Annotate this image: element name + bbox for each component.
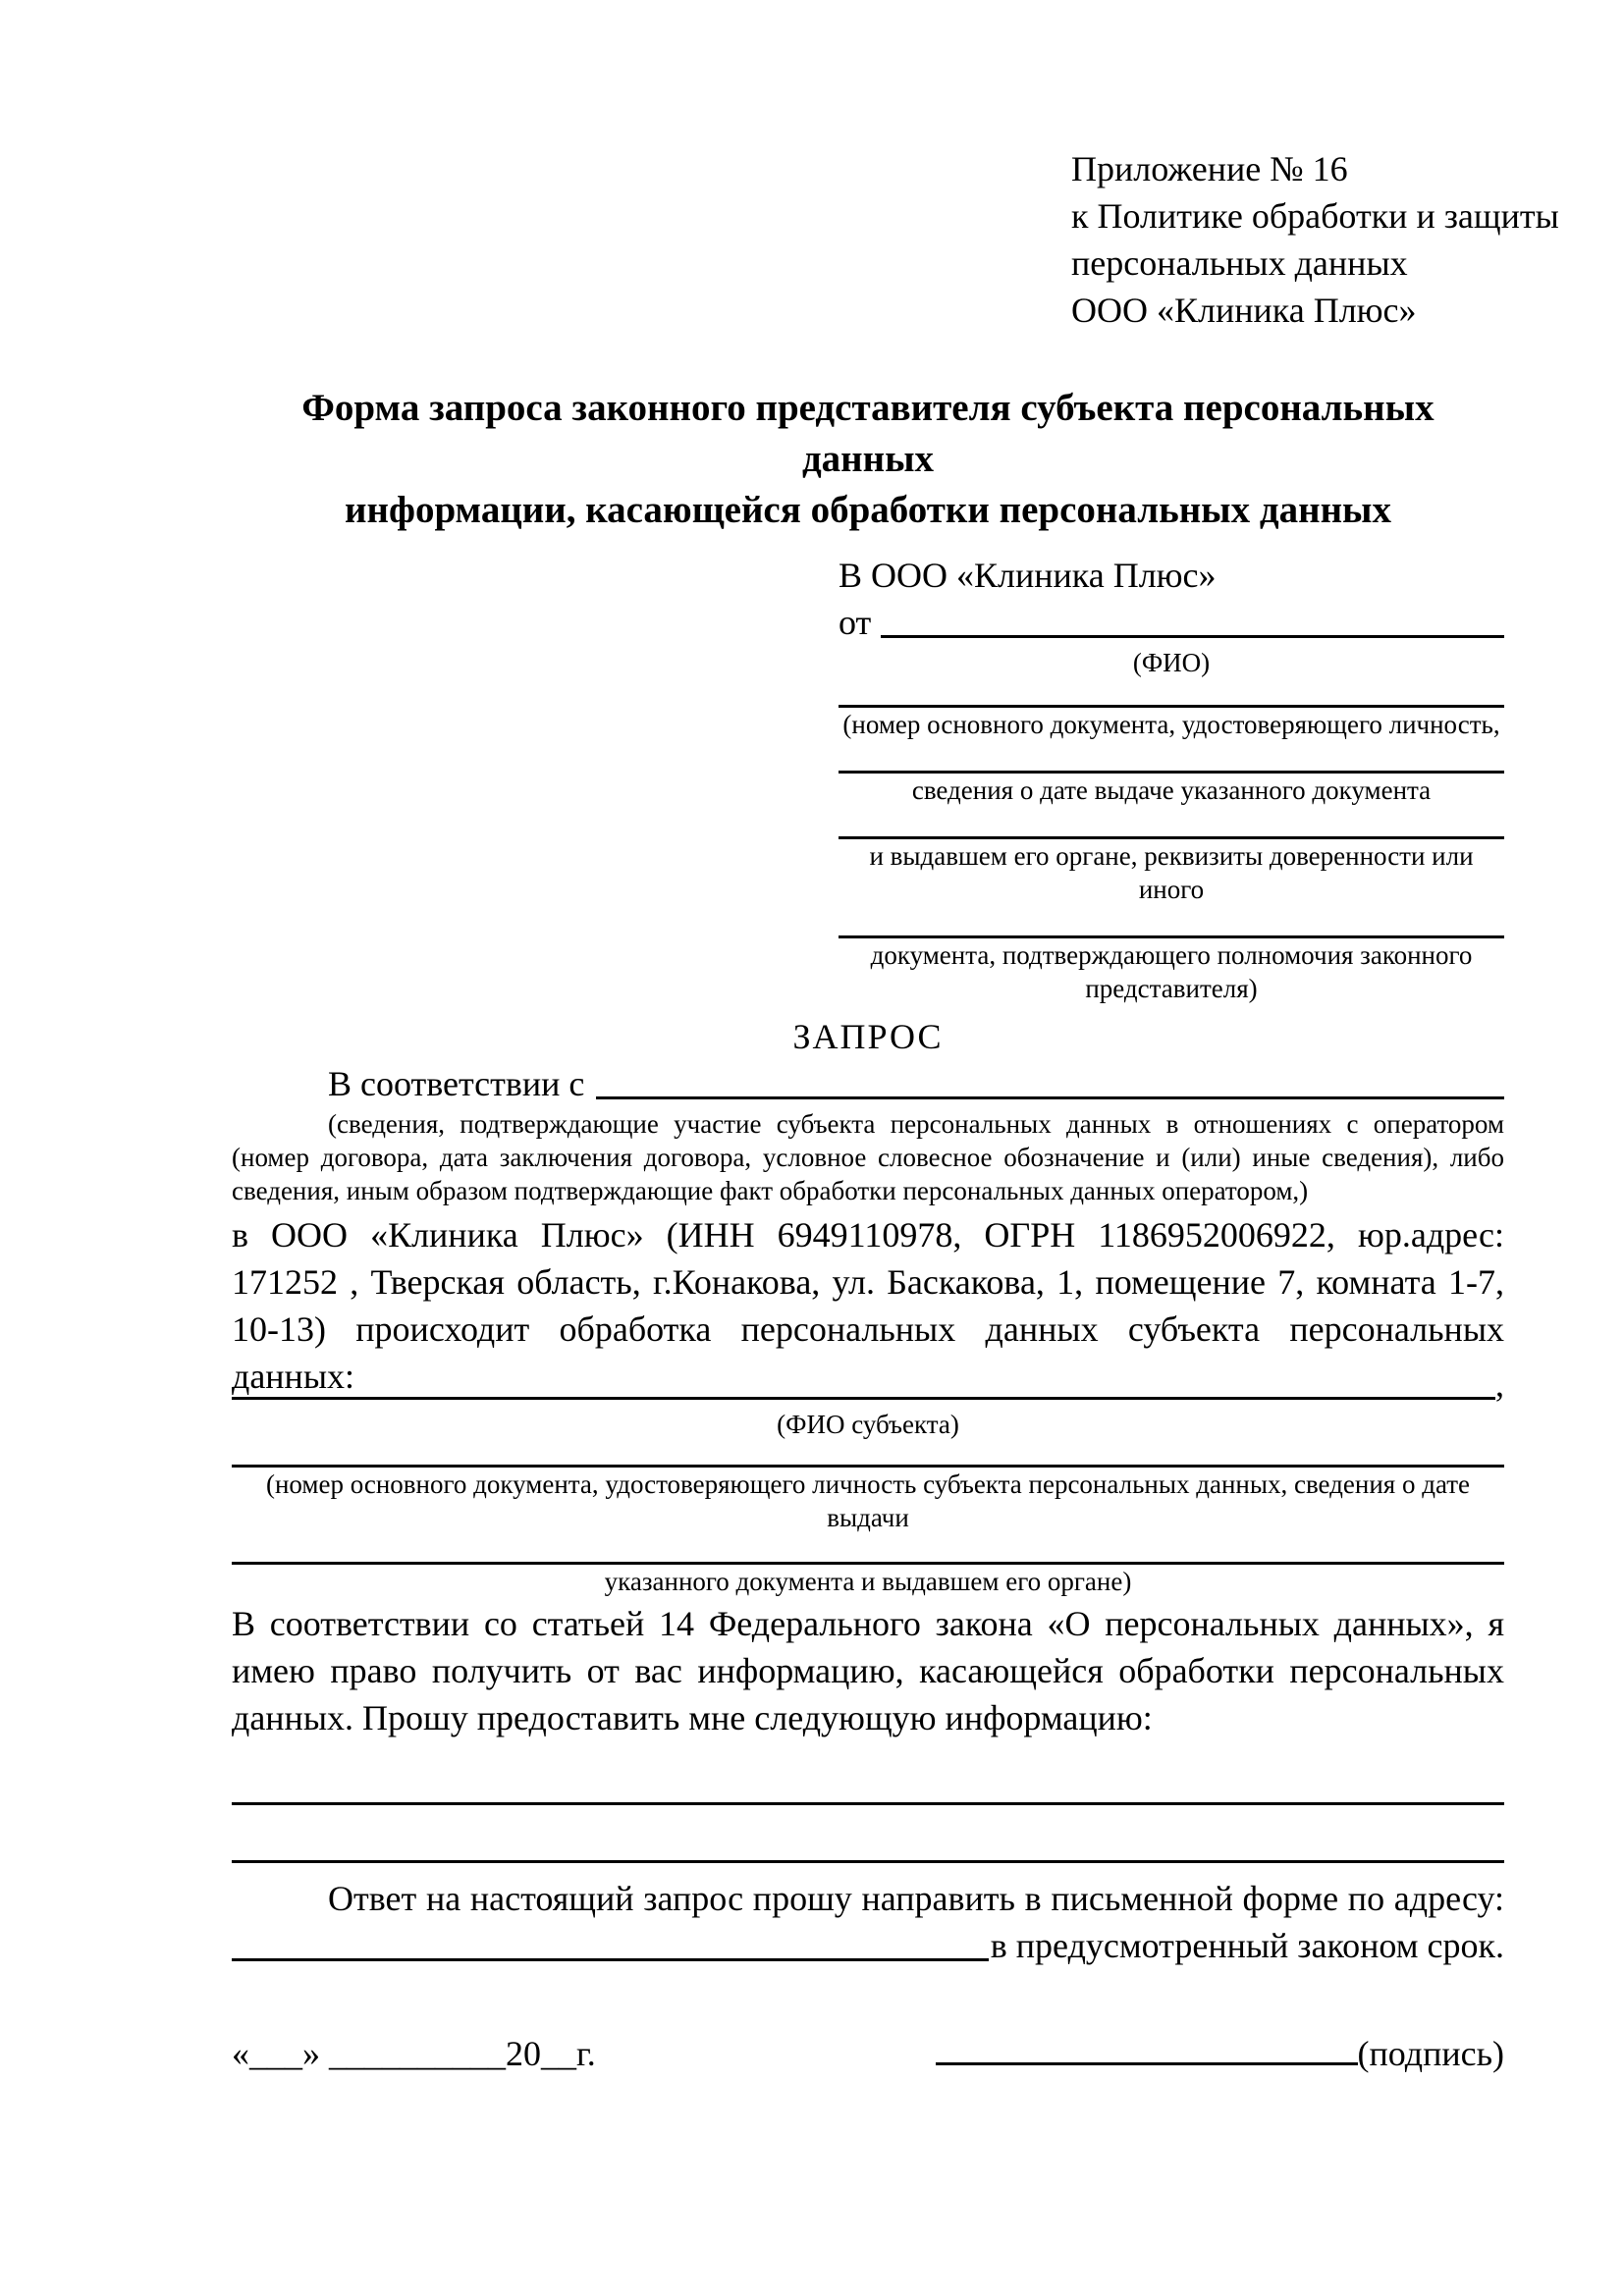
from-label: от [839, 603, 872, 642]
title-line: информации, касающейся обработки персональных данных [345, 489, 1391, 531]
appendix-block [1071, 145, 1559, 334]
according-label: В соответствии с [328, 1064, 585, 1103]
law-paragraph: В соответствии со статьей 14 Федерального закона «О персональных данных», я имею право получить от вас информацию, касающейся обработки персональных данных. Прошу предоставить мне следующую информацию: [232, 1604, 1504, 1737]
according-field-row [232, 1060, 1504, 1107]
doc-number-caption: (номер основного документа, удостоверяющего личность, [842, 710, 1500, 739]
subject-fio-blank-line [232, 1397, 1495, 1400]
from-field-row [839, 599, 1504, 646]
addressee-organization: В ООО «Клиника Плюс» [839, 556, 1217, 595]
reply-paragraph: Ответ на настоящий запрос прошу направить в письменной форме по адресу: [328, 1879, 1504, 1918]
from-blank-line [881, 635, 1504, 638]
reply-address-blank-line [232, 1958, 989, 1961]
signature-caption: (подпись) [1357, 2034, 1504, 2073]
appendix-line: Приложение № 16 [1071, 149, 1348, 188]
subject-doc-issuer-caption: указанного документа и выдавшем его органе) [604, 1567, 1132, 1596]
requested-info-blank-line-1 [232, 1802, 1504, 1805]
request-heading: ЗАПРОС [792, 1017, 944, 1056]
date-line: «___» __________20__г. [232, 2034, 596, 2073]
requested-info-blank-line-2 [232, 1860, 1504, 1863]
issue-date-caption: сведения о дате выдаче указанного документа [911, 775, 1432, 805]
subject-fio-comma: , [1495, 1364, 1504, 1404]
addressee-block [839, 552, 1504, 1005]
authority-document-caption: документа, подтверждающего полномочия законного представителя) [870, 940, 1473, 1003]
signature-blank-line [936, 2062, 1358, 2065]
appendix-line: к Политике обработки и защиты [1071, 196, 1559, 236]
according-blank-line [596, 1096, 1504, 1099]
subject-fio-row [232, 1361, 1504, 1408]
appendix-line: ООО «Клиника Плюс» [1071, 291, 1417, 330]
issuing-authority-caption: и выдавшем его органе, реквизиты доверенности или иного [869, 841, 1474, 904]
footer-row [232, 2030, 1504, 2077]
appendix-line: персональных данных [1071, 243, 1408, 283]
participation-note: (сведения, подтверждающие участие субъекта персональных данных в отношениях с оператором (номер договора, дата заключения договора, условное словесное обозначение и (или) иные сведения), либо сведения, иным образом подтверждающие факт обработки персональных данных оператором,) [232, 1109, 1504, 1205]
operator-paragraph: в ООО «Клиника Плюс» (ИНН 6949110978, ОГРН 1186952006922, юр.адрес: 171252 , Тверская область, г.Конакова, ул. Баскакова, 1, помещение 7, комната 1-7, 10-13) происходит обработка персональных данных субъекта персональных данных: [232, 1215, 1504, 1396]
title-line: Форма запроса законного представителя субъекта персональных данных [301, 387, 1435, 480]
document-title [232, 383, 1504, 536]
subject-doc-caption: (номер основного документа, удостоверяющего личность субъекта персональных данных, сведения о дате выдачи [265, 1469, 1471, 1532]
reply-address-row [232, 1922, 1504, 1969]
signature-group [936, 2030, 1504, 2077]
fio-caption: (ФИО) [1132, 648, 1211, 677]
subject-fio-caption: (ФИО субъекта) [777, 1410, 959, 1439]
reply-deadline-text: в предусмотренный законом срок. [990, 1926, 1504, 1965]
